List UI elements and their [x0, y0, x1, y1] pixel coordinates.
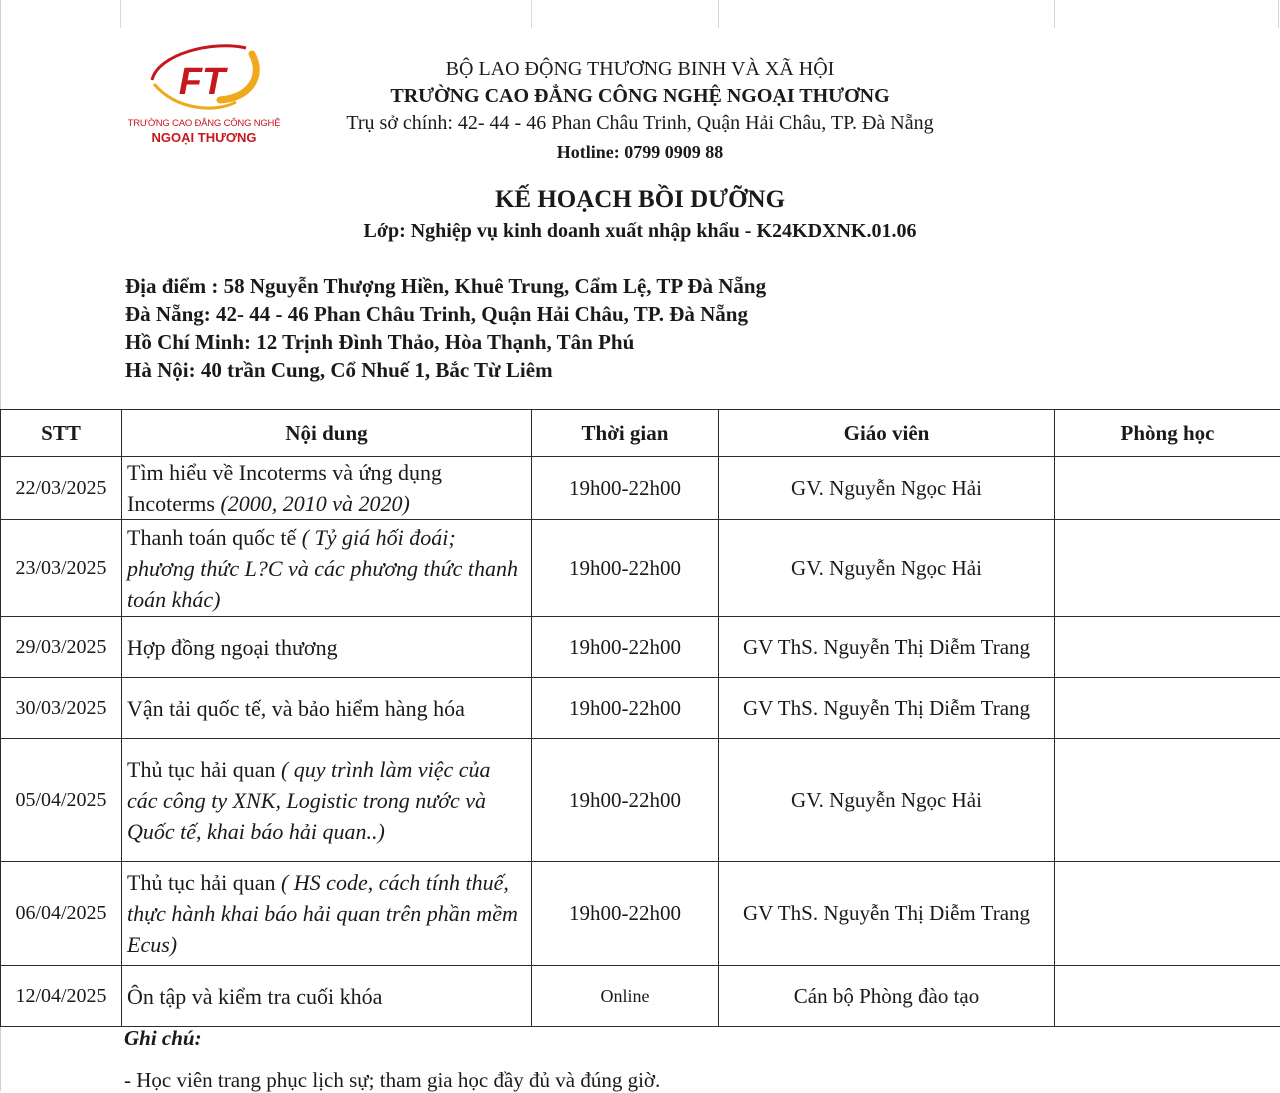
row-content	[122, 862, 532, 966]
row-content	[122, 457, 532, 520]
spreadsheet-grid-top	[0, 0, 1280, 28]
row-content-main: Thủ tục hải quan	[127, 757, 281, 782]
row-content-main: Vận tải quốc tế, và bảo hiểm hàng hóa	[127, 696, 465, 721]
logo-text-line1: TRƯỜNG CAO ĐẲNG CÔNG NGHỆ	[118, 118, 290, 129]
table-row	[1, 862, 1280, 966]
ministry-name: BỘ LAO ĐỘNG THƯƠNG BINH VÀ XÃ HỘI	[446, 58, 835, 81]
row-teacher: GV ThS. Nguyễn Thị Diễm Trang	[719, 617, 1055, 678]
logo-text-line2: NGOẠI THƯƠNG	[118, 130, 290, 145]
row-date: 05/04/2025	[1, 739, 122, 862]
row-room	[1055, 739, 1280, 862]
header-content: Nội dung	[122, 410, 532, 457]
row-content	[122, 678, 532, 739]
page-title: KẾ HOẠCH BỒI DƯỠNG	[495, 186, 785, 214]
row-date: 29/03/2025	[1, 617, 122, 678]
row-date: 30/03/2025	[1, 678, 122, 739]
row-room	[1055, 678, 1280, 739]
row-content	[122, 739, 532, 862]
row-room	[1055, 862, 1280, 966]
headquarters-address: Trụ sở chính: 42- 44 - 46 Phan Châu Trinh, Quận Hải Châu, TP. Đà Nẵng	[346, 112, 933, 135]
table-row	[1, 966, 1280, 1027]
header-room: Phòng học	[1055, 410, 1280, 457]
row-time: 19h00-22h00	[532, 617, 719, 678]
row-room	[1055, 457, 1280, 520]
row-room	[1055, 966, 1280, 1027]
row-date: 23/03/2025	[1, 520, 122, 617]
class-name: Lớp: Nghiệp vụ kinh doanh xuất nhập khẩu - K24KDXNK.01.06	[364, 220, 917, 243]
table-header-row	[1, 410, 1280, 457]
row-teacher: GV. Nguyễn Ngọc Hải	[719, 520, 1055, 617]
location-item: Đà Nẵng: 42- 44 - 46 Phan Châu Trinh, Quận Hải Châu, TP. Đà Nẵng	[125, 300, 766, 328]
row-room	[1055, 617, 1280, 678]
row-time: Online	[532, 966, 719, 1027]
row-content-main: Ôn tập và kiểm tra cuối khóa	[127, 984, 382, 1009]
row-content	[122, 966, 532, 1027]
logo-monogram: FT	[179, 61, 228, 103]
row-content-main: Hợp đồng ngoại thương	[127, 635, 338, 660]
locations-list	[125, 272, 766, 384]
row-date: 06/04/2025	[1, 862, 122, 966]
header-teacher: Giáo viên	[719, 410, 1055, 457]
logo-emblem-icon	[118, 40, 290, 120]
school-name: TRƯỜNG CAO ĐẲNG CÔNG NGHỆ NGOẠI THƯƠNG	[390, 85, 889, 108]
table-row	[1, 617, 1280, 678]
notes-item: - Học viên trang phục lịch sự; tham gia học đầy đủ và đúng giờ.	[124, 1068, 660, 1093]
table-row	[1, 739, 1280, 862]
row-content-note: ( HS code, cách tính thuế, thực hành khai báo hải quan trên phần mềm Ecus)	[127, 870, 518, 957]
row-content-main: Thanh toán quốc tế	[127, 525, 302, 550]
hotline: Hotline: 0799 0909 88	[557, 142, 724, 163]
row-content-main: Tìm hiểu về Incoterms và ứng dụng Incoterms	[127, 460, 442, 516]
row-content-note: ( Tỷ giá hối đoái; phương thức L?C và các phương thức thanh toán khác)	[127, 525, 518, 612]
row-content	[122, 617, 532, 678]
header-stt: STT	[1, 410, 122, 457]
row-time: 19h00-22h00	[532, 678, 719, 739]
row-time: 19h00-22h00	[532, 862, 719, 966]
table-row	[1, 678, 1280, 739]
row-content	[122, 520, 532, 617]
row-teacher: GV ThS. Nguyễn Thị Diễm Trang	[719, 862, 1055, 966]
row-time: 19h00-22h00	[532, 520, 719, 617]
row-date: 12/04/2025	[1, 966, 122, 1027]
table-row	[1, 520, 1280, 617]
row-teacher: GV. Nguyễn Ngọc Hải	[719, 457, 1055, 520]
location-item: Hà Nội: 40 trần Cung, Cổ Nhuế 1, Bắc Từ Liêm	[125, 356, 766, 384]
row-content-main: Thủ tục hải quan	[127, 870, 281, 895]
row-teacher: GV ThS. Nguyễn Thị Diễm Trang	[719, 678, 1055, 739]
row-teacher: GV. Nguyễn Ngọc Hải	[719, 739, 1055, 862]
location-item: Địa điểm : 58 Nguyễn Thượng Hiền, Khuê Trung, Cẩm Lệ, TP Đà Nẵng	[125, 272, 766, 300]
schedule-table	[0, 409, 1280, 1027]
row-time: 19h00-22h00	[532, 457, 719, 520]
row-date: 22/03/2025	[1, 457, 122, 520]
row-time: 19h00-22h00	[532, 739, 719, 862]
location-item: Hồ Chí Minh: 12 Trịnh Đình Thảo, Hòa Thạnh, Tân Phú	[125, 328, 766, 356]
school-logo	[118, 40, 290, 152]
header-time: Thời gian	[532, 410, 719, 457]
row-content-note: (2000, 2010 và 2020)	[220, 491, 409, 516]
row-room	[1055, 520, 1280, 617]
table-row	[1, 457, 1280, 520]
notes-section	[124, 1026, 660, 1093]
row-teacher: Cán bộ Phòng đào tạo	[719, 966, 1055, 1027]
notes-label: Ghi chú:	[124, 1026, 660, 1051]
row-content-note: ( quy trình làm việc của các công ty XNK, Logistic trong nước và Quốc tế, khai báo hải quan..)	[127, 757, 491, 844]
